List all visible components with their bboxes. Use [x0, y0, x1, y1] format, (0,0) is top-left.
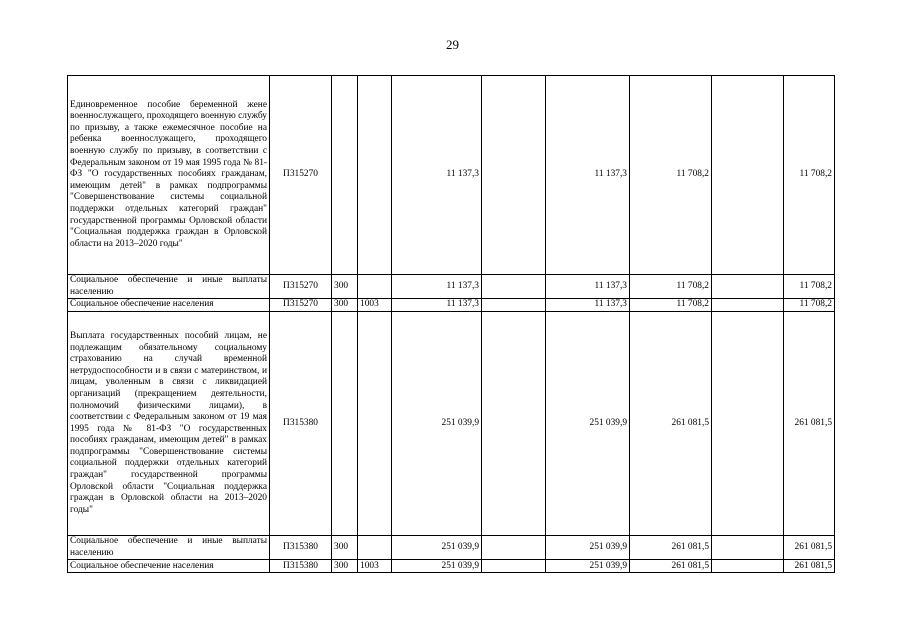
amount-3: 11 137,3: [546, 275, 630, 299]
budget-table: [67, 75, 835, 573]
target-article-code: П315270: [270, 299, 332, 312]
table-row: [68, 560, 835, 573]
amount-3: 251 039,9: [546, 312, 630, 536]
expense-type-code: 300: [332, 299, 358, 312]
expense-type-code: 300: [332, 536, 358, 560]
amount-1: 11 137,3: [392, 275, 482, 299]
table-row: [68, 299, 835, 312]
amount-6: 261 081,5: [784, 312, 835, 536]
table-row: [68, 312, 835, 536]
amount-6: 261 081,5: [784, 536, 835, 560]
amount-4: 11 708,2: [630, 299, 712, 312]
section-code: [358, 312, 392, 536]
table-row: [68, 536, 835, 560]
expense-type-code: [332, 312, 358, 536]
amount-5: [712, 312, 784, 536]
amount-1: 11 137,3: [392, 299, 482, 312]
target-article-code: П315380: [270, 560, 332, 573]
amount-6: 11 708,2: [784, 299, 835, 312]
amount-4: 261 081,5: [630, 560, 712, 573]
amount-5: [712, 76, 784, 275]
amount-2: [482, 560, 546, 573]
amount-1: 251 039,9: [392, 536, 482, 560]
section-code: 1003: [358, 560, 392, 573]
amount-5: [712, 536, 784, 560]
amount-5: [712, 275, 784, 299]
section-code: [358, 536, 392, 560]
amount-2: [482, 536, 546, 560]
amount-1: 251 039,9: [392, 560, 482, 573]
target-article-code: П315380: [270, 312, 332, 536]
amount-2: [482, 275, 546, 299]
amount-4: 261 081,5: [630, 312, 712, 536]
section-code: [358, 275, 392, 299]
row-name: Единовременное пособие беременной жене военнослужащего, проходящего военную службу по призыву, а также ежемесячное пособие на ребенка военнослужащего, проходящего военную службу по призыву, в соответствии с Федеральным законом от 19 мая 1995 года № 81-ФЗ "О государственных пособиях гражданам, имеющим детей" в рамках подпрограммы "Совершенствование системы социальной поддержки отдельных категорий граждан" государственной программы Орловской области "Социальная поддержка граждан в Орловской области на 2013–2020 годы": [68, 76, 270, 275]
amount-6: 261 081,5: [784, 560, 835, 573]
expense-type-code: 300: [332, 275, 358, 299]
target-article-code: П315380: [270, 536, 332, 560]
section-code: [358, 76, 392, 275]
section-code: 1003: [358, 299, 392, 312]
row-name: Социальное обеспечение и иные выплаты населению: [68, 275, 270, 299]
amount-3: 251 039,9: [546, 536, 630, 560]
expense-type-code: [332, 76, 358, 275]
amount-1: 251 039,9: [392, 312, 482, 536]
target-article-code: П315270: [270, 76, 332, 275]
row-name: Социальное обеспечение населения: [68, 299, 270, 312]
amount-4: 11 708,2: [630, 275, 712, 299]
amount-1: 11 137,3: [392, 76, 482, 275]
amount-3: 251 039,9: [546, 560, 630, 573]
amount-2: [482, 299, 546, 312]
amount-3: 11 137,3: [546, 299, 630, 312]
amount-3: 11 137,3: [546, 76, 630, 275]
amount-5: [712, 560, 784, 573]
row-name: Выплата государственных пособий лицам, не подлежащим обязательному социальному страхованию на случай временной нетрудоспособности и в связи с материнством, и лицам, уволенным в связи с ликвидацией организаций (прекращением деятельности, полномочий физическими лицами), в соответствии с Федеральным законом от 19 мая 1995 года № 81-ФЗ "О государственных пособиях гражданам, имеющим детей" в рамках подпрограммы "Совершенствование системы социальной поддержки отдельных категорий граждан" государственной программы Орловской области "Социальная поддержка граждан в Орловской области на 2013–2020 годы": [68, 312, 270, 536]
target-article-code: П315270: [270, 275, 332, 299]
amount-2: [482, 76, 546, 275]
page-number: 29: [446, 37, 459, 52]
amount-5: [712, 299, 784, 312]
row-name: Социальное обеспечение населения: [68, 560, 270, 573]
row-name: Социальное обеспечение и иные выплаты населению: [68, 536, 270, 560]
amount-2: [482, 312, 546, 536]
table-row: [68, 275, 835, 299]
amount-4: 11 708,2: [630, 76, 712, 275]
expense-type-code: 300: [332, 560, 358, 573]
table-row: [68, 76, 835, 275]
amount-4: 261 081,5: [630, 536, 712, 560]
amount-6: 11 708,2: [784, 76, 835, 275]
amount-6: 11 708,2: [784, 275, 835, 299]
